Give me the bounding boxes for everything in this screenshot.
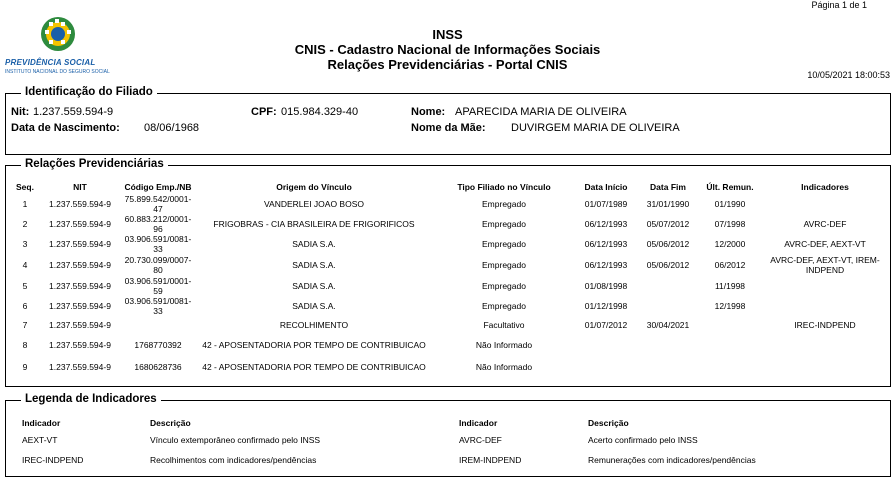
- document-header: [0, 27, 895, 72]
- cell-tipo: Empregado: [482, 260, 526, 270]
- cell-seq: 9: [22, 362, 28, 372]
- cell-codigo: 20.730.099/0007-80: [124, 255, 192, 275]
- col-header: Seq.: [16, 182, 34, 192]
- cell-ult-remun: 12/2000: [714, 239, 746, 249]
- legenda-section: [5, 393, 891, 477]
- legenda-descricao: Recolhimentos com indicadores/pendências: [150, 455, 317, 465]
- col-header: NIT: [73, 182, 87, 192]
- header-line1: INSS: [432, 27, 463, 42]
- cell-codigo: 03.906.591/0001-59: [124, 276, 192, 296]
- nit-value: 1.237.559.594-9: [33, 106, 114, 118]
- nome-label: Nome:: [411, 106, 446, 118]
- cell-codigo: [122, 316, 194, 334]
- cell-codigo: 1768770392: [134, 340, 182, 350]
- cell-seq: 8: [22, 340, 28, 350]
- cell-data-inicio: [574, 356, 638, 378]
- cell-tipo: Empregado: [482, 301, 526, 311]
- legenda-h-indicador: Indicador: [22, 418, 61, 428]
- cell-tipo: Empregado: [482, 239, 526, 249]
- cell-tipo: Não Informado: [475, 362, 533, 372]
- cell-codigo: 60.883.212/0001-96: [124, 214, 192, 234]
- cell-data-inicio: 01/07/2012: [584, 320, 628, 330]
- cell-nit: 1.237.559.594-9: [49, 340, 111, 350]
- cell-data-fim: [638, 356, 698, 378]
- col-header: Data Início: [584, 182, 628, 192]
- legenda-indicador: AVRC-DEF: [459, 435, 502, 445]
- cell-tipo: Empregado: [482, 199, 526, 209]
- cpf-label: CPF:: [251, 106, 277, 118]
- cell-origem: SADIA S.A.: [292, 239, 336, 249]
- filiado-title: Identificação do Filiado: [21, 86, 157, 98]
- logo-name: PREVIDÊNCIA SOCIAL: [5, 58, 96, 67]
- cell-ult-remun: 11/1998: [714, 281, 746, 291]
- cell-origem: SADIA S.A.: [292, 281, 336, 291]
- relacoes-table: [12, 180, 888, 378]
- table-row: [12, 356, 888, 378]
- cell-data-fim: 30/04/2021: [646, 320, 690, 330]
- nit-label: Nit:: [11, 106, 30, 118]
- col-header: Indicadores: [801, 182, 849, 192]
- cell-ult-remun: 06/2012: [714, 260, 746, 270]
- cell-data-inicio: [574, 334, 638, 356]
- logo-subtitle: INSTITUTO NACIONAL DO SEGURO SOCIAL: [5, 69, 110, 75]
- cell-codigo: 75.899.542/0001-47: [124, 194, 192, 214]
- cell-ult-remun: [698, 356, 762, 378]
- cell-codigo: 03.906.591/0081-33: [124, 296, 192, 316]
- col-header: Últ. Remun.: [706, 182, 754, 192]
- cell-data-fim: 05/06/2012: [646, 239, 690, 249]
- cell-origem: VANDERLEI JOAO BOSO: [264, 199, 364, 209]
- cell-data-fim: [638, 276, 698, 296]
- table-row: [12, 334, 888, 356]
- cell-codigo: 1680628736: [134, 362, 182, 372]
- legenda-indicador: IREC-INDPEND: [22, 455, 84, 465]
- legenda-title: Legenda de Indicadores: [21, 393, 161, 405]
- cell-indicadores: [762, 194, 888, 214]
- cell-seq: 7: [22, 320, 28, 330]
- legenda-indicador: AEXT-VT: [22, 435, 58, 445]
- legenda-h-descricao: Descrição: [588, 418, 629, 428]
- mae-value: DUVIRGEM MARIA DE OLIVEIRA: [511, 122, 680, 134]
- nasc-value: 08/06/1968: [144, 122, 200, 134]
- cell-nit: 1.237.559.594-9: [49, 239, 111, 249]
- relacoes-section: [5, 158, 891, 387]
- cell-origem: RECOLHIMENTO: [279, 320, 349, 330]
- cell-ult-remun: 12/1998: [714, 301, 746, 311]
- cell-seq: 3: [22, 239, 28, 249]
- cell-origem: SADIA S.A.: [292, 301, 336, 311]
- cell-nit: 1.237.559.594-9: [49, 320, 111, 330]
- cell-indicadores: AVRC-DEF, AEXT-VT: [784, 239, 866, 249]
- cell-data-inicio: 06/12/1993: [584, 219, 628, 229]
- cell-seq: 2: [22, 219, 28, 229]
- table-row: [12, 254, 888, 276]
- cell-data-fim: 05/07/2012: [646, 219, 690, 229]
- cell-tipo: Empregado: [482, 281, 526, 291]
- cell-ult-remun: [698, 316, 762, 334]
- nasc-label: Data de Nascimento:: [11, 122, 120, 134]
- legenda-descricao: Remunerações com indicadores/pendências: [588, 455, 756, 465]
- cell-nit: 1.237.559.594-9: [49, 281, 111, 291]
- cell-data-fim: [638, 334, 698, 356]
- cpf-value: 015.984.329-40: [281, 106, 359, 118]
- cell-nit: 1.237.559.594-9: [49, 301, 111, 311]
- page-number: Página 1 de 1: [811, 0, 867, 10]
- col-header: Código Emp./NB: [124, 182, 192, 192]
- cell-origem: 42 - APOSENTADORIA POR TEMPO DE CONTRIBUICAO: [202, 340, 426, 350]
- cell-data-fim: [638, 296, 698, 316]
- cell-origem: FRIGOBRAS - CIA BRASILEIRA DE FRIGORIFICOS: [213, 219, 415, 229]
- legenda-descricao: Acerto confirmado pelo INSS: [588, 435, 698, 445]
- cell-seq: 5: [22, 281, 28, 291]
- legenda-h-descricao: Descrição: [150, 418, 191, 428]
- cell-data-inicio: 01/07/1989: [584, 199, 628, 209]
- cell-ult-remun: [698, 334, 762, 356]
- cell-data-inicio: 01/08/1998: [584, 281, 628, 291]
- legenda-indicador: IREM-INDPEND: [459, 455, 522, 465]
- cell-origem: SADIA S.A.: [292, 260, 336, 270]
- cell-seq: 6: [22, 301, 28, 311]
- report-datetime: 10/05/2021 18:00:53: [807, 70, 890, 80]
- cell-data-inicio: 06/12/1993: [584, 260, 628, 270]
- cell-data-inicio: 01/12/1998: [584, 301, 628, 311]
- legenda-descricao: Vínculo extemporâneo confirmado pelo INSS: [150, 435, 321, 445]
- legenda-h-indicador: Indicador: [459, 418, 498, 428]
- relacoes-body: [12, 194, 888, 378]
- cell-indicadores: IREC-INDPEND: [794, 320, 856, 330]
- cell-nit: 1.237.559.594-9: [49, 362, 111, 372]
- cell-seq: 1: [22, 199, 28, 209]
- filiado-section: [5, 86, 891, 155]
- cell-nit: 1.237.559.594-9: [49, 199, 111, 209]
- table-row: [12, 234, 888, 254]
- cell-indicadores: [762, 334, 888, 356]
- cell-data-fim: 31/01/1990: [646, 199, 690, 209]
- cell-nit: 1.237.559.594-9: [49, 219, 111, 229]
- cell-seq: 4: [22, 260, 28, 270]
- table-row: [12, 276, 888, 296]
- cell-ult-remun: 01/1990: [714, 199, 746, 209]
- mae-label: Nome da Mãe:: [411, 122, 486, 134]
- relacoes-title: Relações Previdenciárias: [21, 158, 168, 170]
- cell-codigo: 03.906.591/0081-33: [124, 234, 192, 254]
- cell-tipo: Não Informado: [475, 340, 533, 350]
- col-header: Data Fim: [650, 182, 686, 192]
- table-row: [12, 214, 888, 234]
- cell-ult-remun: 07/1998: [714, 219, 746, 229]
- cell-indicadores: [762, 296, 888, 316]
- cell-origem: 42 - APOSENTADORIA POR TEMPO DE CONTRIBUICAO: [202, 362, 426, 372]
- cell-tipo: Empregado: [482, 219, 526, 229]
- col-header: Origem do Vínculo: [276, 182, 352, 192]
- table-row: [12, 316, 888, 334]
- cell-data-inicio: 06/12/1993: [584, 239, 628, 249]
- cell-indicadores: AVRC-DEF: [803, 219, 847, 229]
- table-row: [12, 194, 888, 214]
- table-header: [12, 180, 888, 194]
- nome-value: APARECIDA MARIA DE OLIVEIRA: [455, 106, 627, 118]
- cell-data-fim: 05/06/2012: [646, 260, 690, 270]
- header-line3: Relações Previdenciárias - Portal CNIS: [327, 57, 568, 72]
- cell-indicadores: AVRC-DEF, AEXT-VT, IREM-INDPEND: [770, 255, 880, 275]
- cell-indicadores: [762, 356, 888, 378]
- cell-indicadores: [762, 276, 888, 296]
- cell-tipo: Facultativo: [483, 320, 525, 330]
- cell-nit: 1.237.559.594-9: [49, 260, 111, 270]
- header-line2: CNIS - Cadastro Nacional de Informações Sociais: [294, 42, 601, 57]
- col-header: Tipo Filiado no Vínculo: [457, 182, 551, 192]
- table-row: [12, 296, 888, 316]
